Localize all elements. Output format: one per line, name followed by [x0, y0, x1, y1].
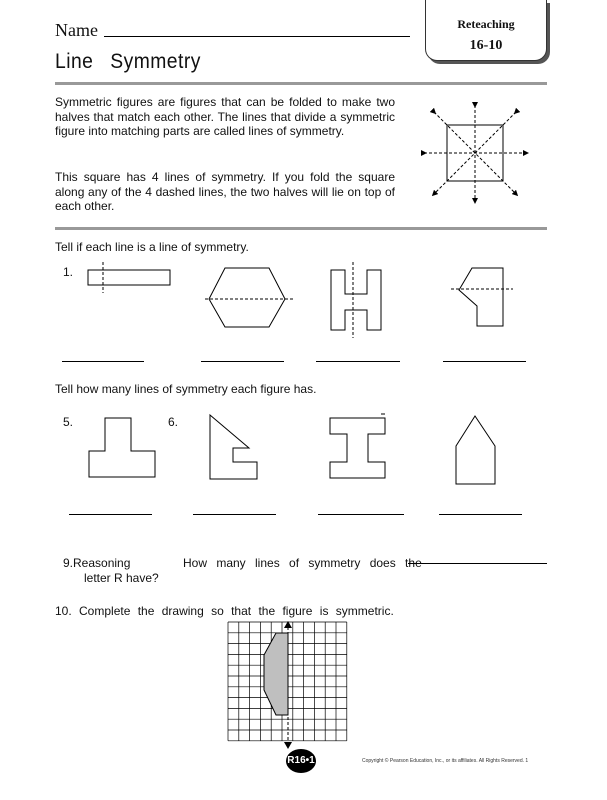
intro-paragraph-2: This square has 4 lines of symmetry. If you fold the square along any of the 4 dashed lines, the two halves will lie on top of each other.: [55, 170, 395, 213]
answer-2-line[interactable]: [201, 361, 284, 362]
question-9-text-line2: letter R have?: [84, 571, 159, 585]
question-9-label: 9.Reasoning: [63, 556, 131, 570]
intro-paragraph-1: Symmetric figures are figures that can be folded to make two halves that match each other. The lines that divide a symmetric figure into matching parts are called lines of symmetry.: [55, 95, 395, 138]
answer-8-line[interactable]: [439, 514, 522, 515]
page-badge: R16•1: [286, 749, 316, 773]
answer-4-line[interactable]: [443, 361, 526, 362]
problem-5-number: 5.: [63, 415, 74, 429]
tab-label: Reteaching: [457, 17, 515, 31]
reteaching-tab: [425, 0, 547, 61]
question-10-text: 10. Complete the drawing so that the figure is symmetric.: [55, 604, 394, 618]
rectangle-figure: [85, 260, 175, 295]
divider-middle: [55, 227, 547, 230]
problem-6-number: 6.: [168, 415, 179, 429]
copyright-text: Copyright © Pearson Education, Inc., or its affiliates. All Rights Reserved. 1: [362, 758, 529, 764]
question-9-text-line1: How many lines of symmetry does the: [183, 556, 422, 570]
page-title: Line Symmetry: [55, 50, 201, 73]
answer-9-line[interactable]: [408, 563, 547, 564]
arrow-pentagon-figure: [445, 262, 520, 337]
tab-number: 16-10: [469, 38, 503, 53]
section1-instruction: Tell if each line is a line of symmetry.: [55, 240, 249, 254]
arrow-down-icon: [284, 742, 292, 749]
letter-h-figure: [325, 262, 390, 337]
name-field[interactable]: [104, 36, 410, 37]
answer-6-line[interactable]: [193, 514, 276, 515]
answer-7-line[interactable]: [318, 514, 404, 515]
answer-1-line[interactable]: [62, 361, 144, 362]
hexagon-figure: [205, 265, 295, 330]
name-label: Name: [55, 20, 98, 40]
i-beam-figure: [325, 412, 395, 482]
section2-instruction: Tell how many lines of symmetry each figure has.: [55, 382, 317, 396]
square-symmetry-figure: [420, 95, 530, 210]
symmetry-grid[interactable]: [228, 620, 358, 750]
divider-top: [55, 82, 547, 85]
irregular-shape-figure: [205, 412, 265, 482]
t-shape-figure: [85, 415, 165, 480]
answer-5-line[interactable]: [69, 514, 152, 515]
house-pentagon-figure: [450, 412, 510, 487]
answer-3-line[interactable]: [316, 361, 400, 362]
half-figure: [264, 633, 288, 715]
problem-1-number: 1.: [63, 265, 74, 279]
